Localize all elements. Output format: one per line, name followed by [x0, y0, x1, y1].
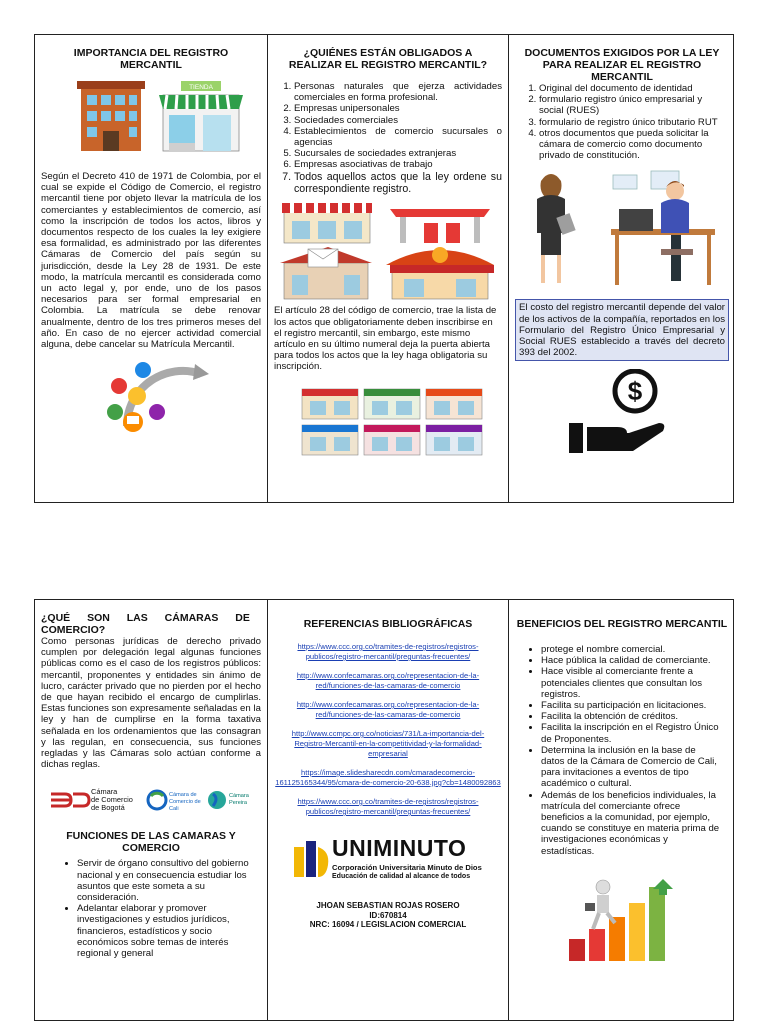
camaras-logos: [47, 784, 267, 820]
camaras-body: Como personas jurídicas de derecho privado cumplen por delegación legal algunas funciones públicas como es el caso de los registros públicos: mercantil, proponentes y entidades sin ánimo de lucro, carácter privado que no pierden por el hecho de que hayan recibido el encargo de cumplirlas. Estas funciones son expresamente señaladas en la ley y han de cumplirse en la forma taxativa señalada en los ordenamientos que las consagran y las regulan, en consecuencia, sus funciones regladas y las Cámaras solo actúan conforme a dichas reglas.: [41, 636, 261, 771]
uniminuto-subtitle: Corporación Universitaria Minuto de Dios: [332, 863, 482, 872]
camara-bogota-logo: [51, 787, 133, 812]
list-item: 3. Sociedades comerciales: [294, 115, 502, 126]
column-documentos: [509, 35, 735, 502]
shop-icon: [159, 81, 243, 151]
list-item: • Determina la inclusión en la base de datos de la Cámara de Comercio de Cali, para invitaciones a eventos de tipo académico o cultural.: [541, 745, 721, 790]
reference-link[interactable]: https://www.ccc.org.co/tramites-de-registros/registros-publicos/registro-mercantil/preguntas-frecuentes/: [297, 797, 479, 816]
beneficios-list: [515, 644, 729, 857]
list-item: 6. Empresas asociativas de trabajo: [294, 159, 502, 170]
column-referencias: [268, 600, 509, 1020]
camara-cali-logo: [148, 791, 201, 812]
gas-station-icon: [390, 209, 490, 243]
author-id: ID:670814: [369, 910, 407, 920]
list-item: 2. formulario registro único empresarial y social (RUES): [539, 94, 729, 116]
importancia-body: Según el Decreto 410 de 1971 de Colombia, por el cual se expide el Código de Comercio, el registro mercantil tiene por objeto llevar la matrícula de los comerciantes y establecimientos de comercio, así como la inscripción de todos los actos, libros y documentos respecto de los cuales la ley exigiere esa formalidad, es administrado por las diferentes Cámaras de Comercio del país según su jurisdicción, desde la Ley 28 de 1931. De este modo, la matrícula mercantil es considerada como un acto legal y, por ende, uno de los pasos necesarios para ser formal empresarial en Colombia. La matrícula se debe renovar anualmente, dentro de los tres primeros meses del año. En caso de no ejercer actividad comercial alguna, debe cancelar su Matrícula Mercantil.: [41, 171, 261, 351]
shop-sign: TIENDA: [189, 84, 213, 91]
list-item: • Facilita la obtención de créditos.: [541, 711, 721, 722]
brochure-panel-top: [34, 34, 734, 503]
list-item: 3. formulario de registro único tributario RUT: [539, 117, 729, 128]
column-camaras: [35, 600, 268, 1020]
hand-icon: [569, 423, 664, 453]
businesswoman-icon: [537, 174, 576, 283]
list-item: • Facilita su participación en licitaciones.: [541, 700, 721, 711]
articulo-28-body: El artículo 28 del código de comercio, trae la lista de los actos que obligatoriamente deben inscribirse en el registro mercantil, sin embargo, este mismo artículo en su último numeral deja la puerta abierta para todos los actos que la ley haga obligatoria su inscripción.: [274, 305, 497, 373]
list-item: 1. Original del documento de identidad: [539, 83, 729, 94]
businesses-illustration: [274, 199, 504, 303]
list-item: • protege el nombre comercial.: [541, 644, 721, 655]
office-meeting-illustration: [521, 169, 721, 291]
list-item: 5. Sucursales de sociedades extranjeras: [294, 148, 502, 159]
obligados-list: [274, 81, 502, 195]
uniminuto-emblem-icon: [294, 841, 330, 881]
funciones-list: [41, 858, 261, 959]
list-item: 7. Todos aquellos actos que la ley ordene su correspondiente registro.: [294, 171, 502, 196]
dollar-sign: $: [627, 376, 643, 407]
reference-link[interactable]: http://www.ccmpc.org.co/noticias/731/La-importancia-del-Registro-Mercantil-en-la-competitividad-y-la-formalidad-empresarial: [291, 729, 485, 758]
list-item: 1. Personas naturales que ejerza actividades comerciales en forma profesional.: [294, 81, 502, 103]
bar-steps-icon: [569, 879, 673, 961]
heading-obligados: ¿QUIÉNES ESTÁN OBLIGADOS A REALIZAR EL REGISTRO MERCANTIL?: [288, 47, 488, 71]
uniminuto-tagline: Educación de calidad al alcance de todos: [332, 873, 471, 880]
heading-documentos: DOCUMENTOS EXIGIDOS POR LA LEY PARA REALIZAR EL REGISTRO MERCANTIL: [524, 47, 720, 83]
heading-importancia: IMPORTANCIA DEL REGISTRO MERCANTIL: [73, 47, 229, 71]
column-importancia: [35, 35, 268, 502]
list-item: 4. Establecimientos de comercio sucursales o agencias: [294, 126, 502, 148]
money-hand-illustration: [565, 369, 675, 459]
office-building-icon: [77, 81, 145, 151]
list-item: • Facilita la inscripción en el Registro Único de Proponentes.: [541, 722, 721, 744]
uniminuto-logo: [294, 833, 490, 889]
logo-cali-line2: Comercio de: [169, 799, 201, 806]
reference-link[interactable]: https://image.slidesharecdn.com/cmaradecomercio-161125165344/95/cmara-de-comercio-20-638.jpg?cb=1480092863: [275, 768, 501, 787]
brochure-panel-bottom: [34, 599, 734, 1021]
storefront-icon: [282, 203, 372, 243]
author-name: JHOAN SEBASTIAN ROJAS ROSERO: [316, 901, 460, 910]
list-item: • Adelantar elaborar y promover investigaciones y estudios jurídicos, financieros, estadísticos y socio económicos sobre temas de interés regional y general: [77, 903, 261, 959]
logo-bogota-line2: de Comercio: [91, 795, 133, 805]
list-item: • Hace pública la calidad de comerciante.: [541, 655, 721, 666]
businessman-icon: [661, 181, 693, 281]
logo-pereira-line1: Cámara: [229, 793, 249, 800]
list-item: 2. Empresas unipersonales: [294, 103, 502, 114]
column-obligados: [268, 35, 509, 502]
logo-cali-line3: Cali: [169, 806, 179, 813]
author-nrc: NRC: 16094 / LEGISLACION COMERCIAL: [309, 920, 467, 929]
growth-chart-illustration: [563, 865, 683, 965]
costo-registro-box: El costo del registro mercantil depende del valor de los activos de la compañía, reportados en los Formulario del Registro Único Empresarial y Social RUES establecido a través del decreto 393 del 2002.: [515, 299, 729, 361]
camara-pereira-logo: [208, 791, 250, 809]
references-list: [274, 642, 502, 817]
reference-link[interactable]: https://www.ccc.org.co/tramites-de-registros/registros-publicos/registro-mercantil/preguntas-frecuentes/: [297, 642, 479, 661]
bakery-icon: [386, 247, 494, 299]
list-item: • Servir de órgano consultivo del gobierno nacional y en consecuencia estudiar los asuntos que este someta a su consideración.: [77, 858, 261, 903]
column-beneficios: [509, 600, 735, 1020]
documentos-list: [515, 83, 729, 161]
list-item: • Además de los beneficios individuales, la matrícula del comerciante ofrece beneficios a la comunidad, por ejemplo, cuando se constituye en materia prima de investigaciones económicas y estadísticas.: [541, 790, 721, 857]
heading-camaras: ¿QUÉ SON LAS CÁMARAS DE COMERCIO?: [41, 612, 250, 636]
heading-funciones: FUNCIONES DE LAS CAMARAS Y COMERCIO: [66, 830, 236, 855]
list-item: • Hace visible al comerciante frente a potenciales clientes que consultan los registros.: [541, 666, 721, 700]
logo-cali-line1: Cámara de: [169, 792, 197, 799]
post-office-icon: [280, 247, 372, 299]
buildings-illustration: [41, 77, 261, 155]
logo-pereira-line2: Pereira: [229, 800, 248, 807]
logo-bogota-line1: Cámara: [91, 787, 118, 797]
shop-grid-icon: [302, 389, 482, 455]
reference-link[interactable]: http://www.confecamaras.org.co/representacion-de-la-red/funciones-de-las-camaras-de-comercio: [296, 700, 480, 719]
commerce-growth-illustration: [97, 356, 217, 438]
uniminuto-wordmark: UNIMINUTO: [332, 835, 467, 861]
shops-row-illustration: [300, 387, 484, 457]
heading-beneficios: BENEFICIOS DEL REGISTRO MERCANTIL: [516, 618, 728, 630]
logo-bogota-line3: de Bogotá: [91, 803, 125, 813]
list-item: 4. otros documentos que pueda solicitar la cámara de comercio como documento privado de constitución.: [539, 128, 729, 162]
reference-link[interactable]: http://www.confecamaras.org.co/representacion-de-la-red/funciones-de-las-camaras-de-comercio: [296, 671, 480, 690]
heading-referencias: REFERENCIAS BIBLIOGRÁFICAS: [303, 618, 473, 630]
